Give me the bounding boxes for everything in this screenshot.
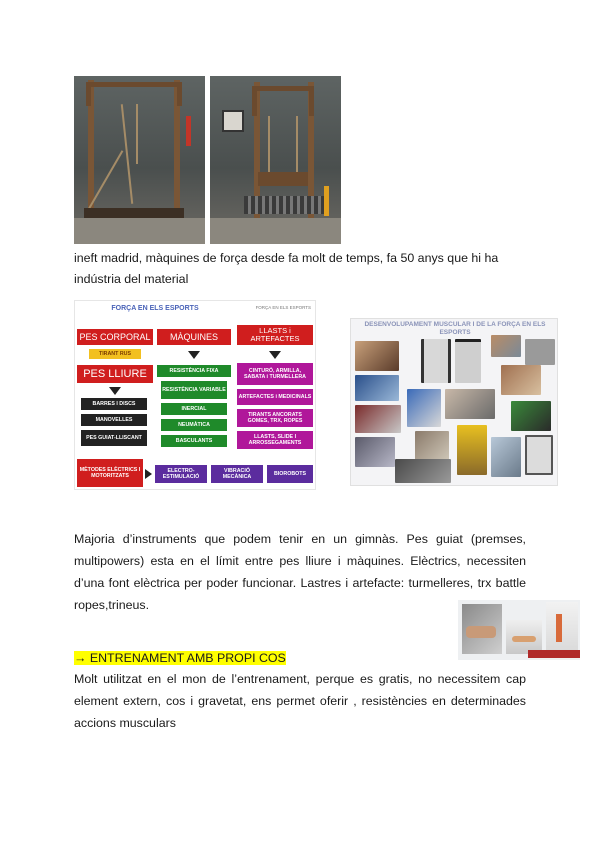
collage-photo-3 [455, 339, 481, 383]
arrow-maquines [188, 351, 200, 359]
collage-photo-5 [525, 339, 555, 365]
collage-photo-16 [525, 435, 553, 475]
box-inercial: INERCIAL [161, 403, 227, 415]
box-manovelles: MANOVELLES [81, 414, 147, 426]
forca-diagram-small-title: FORÇA EN ELS ESPORTS [255, 305, 311, 310]
photo-caption [74, 248, 534, 290]
collage-photo-7 [501, 365, 541, 395]
box-metodes: MÈTODES ELÈCTRICS I MOTORITZATS [77, 459, 143, 487]
box-resistencia-variable: RESISTÈNCIA VARIABLE [161, 381, 227, 399]
box-llasts-slide: LLASTS, SLIDE I ARROSSEGAMENTS [237, 431, 313, 449]
forca-diagram-title: FORÇA EN ELS ESPORTS [111, 305, 199, 312]
collage-photo-1 [355, 341, 399, 371]
bodyweight-exercise-photos [458, 600, 580, 660]
box-pes-lliure: PES LLIURE [77, 365, 153, 383]
box-maquines: MÀQUINES [157, 329, 231, 345]
collage-photo-11 [511, 401, 551, 431]
collage-photo-12 [355, 437, 395, 467]
desenvolupament-collage [350, 318, 558, 486]
box-basculants: BASCULANTS [161, 435, 227, 447]
box-pes-corporal: PES CORPORAL [77, 329, 153, 345]
collage-photo-15 [491, 437, 521, 477]
desenvolupament-title: DESENVOLUPAMENT MUSCULAR I DE LA FORÇA EN ELS ESPORTS [364, 321, 546, 336]
arrow-pes-lliure [109, 387, 121, 395]
paragraph-propi-cos: Molt utilitzat en el mon de l’entrenament, perque es gratis, no necessitem cap element extern, cos i gravetat, ens permet oferir , resistències en determinades accions musculars [74, 672, 526, 730]
collage-photo-8 [355, 405, 401, 433]
caption-line-2: indústria del material [74, 272, 189, 286]
collage-photo-6 [355, 375, 399, 401]
box-tirants-ancorats: TIRANTS ANCORATS GOMES, TRX, ROPES [237, 409, 313, 427]
box-vibracio: VIBRACIÓ MECÀNICA [211, 465, 263, 483]
caption-line-1: ineft madrid, màquines de força desde fa molt de temps, fa 50 anys que hi ha [74, 251, 499, 265]
collage-photo-17 [395, 459, 451, 483]
museum-photo-right [210, 76, 341, 244]
box-cinturo: CINTURÓ, ARMILLA, SABATA i TURMELLERA [237, 363, 313, 385]
box-neumatica: NEUMÀTICA [161, 419, 227, 431]
collage-photo-10 [445, 389, 495, 419]
box-electro: ELECTRO-ESTIMULACIÓ [155, 465, 207, 483]
collage-photo-14 [457, 425, 487, 475]
forca-diagram [74, 300, 316, 490]
box-biorobots: BIOROBOTS [267, 465, 313, 483]
paragraph-instruments: Majoria d’instruments que podem tenir en un gimnàs. Pes guiat (premses, multipowers) esta en el límit entre pes lliure i màquines. Elèctrics, necessiten d’una font elèctrica per poder funcionar. Lastres i artefacte: turmelleres, trx battle ropes,trineus. [74, 532, 526, 612]
box-tirant-rus: TIRANT RUS [89, 349, 141, 359]
collage-photo-13 [415, 431, 449, 461]
box-llasts-artefactes: LLASTS i ARTEFACTES [237, 325, 313, 345]
collage-photo-4 [491, 335, 521, 357]
box-artefactes-medicinals: ARTEFACTES i MEDICINALS [237, 389, 313, 405]
arrow-metodes [145, 469, 152, 479]
collage-photo-9 [407, 389, 441, 427]
box-pes-guiat: PES GUIAT-LLISCANT [81, 430, 147, 446]
box-resistencia-fixa: RESISTÈNCIA FIXA [157, 365, 231, 377]
collage-photo-2 [421, 339, 451, 383]
box-barres-discs: BARRES I DISCS [81, 398, 147, 410]
museum-photo-left [74, 76, 205, 244]
heading-entrenament [74, 648, 286, 669]
heading-entrenament-text: → ENTRENAMENT AMB PROPI COS [74, 651, 286, 665]
arrow-llasts [269, 351, 281, 359]
